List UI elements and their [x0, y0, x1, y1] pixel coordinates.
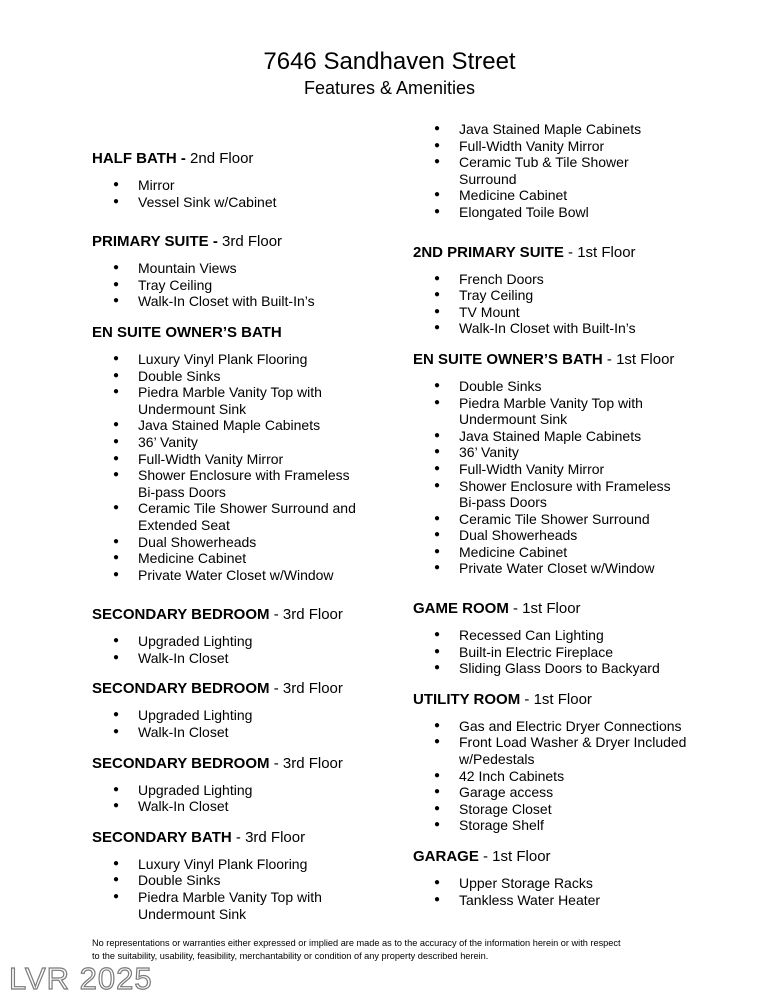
room-name: SECONDARY BEDROOM [92, 606, 270, 624]
feature-text: Undermount Sink [138, 905, 247, 922]
feature-text: Upgraded Lighting [138, 707, 253, 724]
feature-list [413, 875, 753, 908]
feature-text: Private Water Closet w/Window [459, 560, 655, 577]
feature-item [92, 194, 432, 211]
bullet-icon: ● [434, 769, 441, 781]
feature-text: Luxury Vinyl Plank Flooring [138, 855, 308, 872]
feature-text: Tray Ceiling [459, 287, 534, 304]
bullet-icon: ● [434, 322, 441, 334]
feature-item [413, 544, 753, 561]
room-section [413, 351, 753, 577]
feature-text: Storage Closet [459, 800, 552, 817]
feature-text: Ceramic Tub & Tile Shower [459, 154, 629, 171]
spacer [92, 310, 432, 324]
feature-item [413, 304, 753, 321]
feature-item [413, 511, 753, 528]
feature-list [92, 351, 432, 583]
feature-list [413, 378, 753, 577]
feature-item [92, 260, 432, 277]
bullet-icon: ● [113, 635, 120, 647]
room-name: EN SUITE OWNER’S BATH [413, 350, 603, 368]
bullet-icon: ● [113, 891, 120, 903]
bullet-icon: ● [113, 452, 120, 464]
bullet-icon: ● [434, 429, 441, 441]
feature-text: Upper Storage Racks [459, 875, 593, 891]
bullet-icon: ● [113, 369, 120, 381]
spacer [413, 337, 753, 351]
page-title: 7646 Sandhaven Street [263, 48, 516, 75]
feature-text: Java Stained Maple Cabinets [459, 121, 642, 137]
room-name: SECONDARY BEDROOM [92, 680, 270, 698]
feature-item [413, 718, 753, 735]
section-heading [92, 233, 432, 251]
bullet-icon: ● [434, 893, 441, 905]
feature-item [413, 428, 753, 445]
feature-list [92, 782, 432, 815]
feature-list [413, 271, 753, 337]
feature-item [92, 368, 432, 385]
feature-item [413, 801, 753, 818]
feature-text: Walk-In Closet with Built-In’s [459, 320, 636, 337]
bullet-icon: ● [434, 305, 441, 317]
feature-text: Storage Shelf [459, 817, 544, 834]
bullet-icon: ● [434, 462, 441, 474]
feature-text: Double Sinks [459, 377, 542, 394]
section-heading [413, 244, 753, 262]
room-section [92, 680, 432, 740]
feature-item [92, 293, 432, 310]
bullet-icon: ● [434, 819, 441, 831]
spacer [92, 666, 432, 680]
feature-list [92, 177, 432, 210]
feature-text: Garage access [459, 784, 554, 801]
feature-text: Gas and Electric Dryer Connections [459, 717, 682, 734]
feature-list [413, 718, 753, 834]
feature-text: Bi-pass Doors [459, 494, 547, 511]
feature-list [92, 260, 432, 310]
room-section [413, 244, 753, 337]
bullet-icon: ● [434, 662, 441, 674]
bullet-icon: ● [434, 396, 441, 408]
room-section [92, 829, 432, 922]
feature-text: Java Stained Maple Cabinets [459, 427, 642, 444]
feature-text: Walk-In Closet with Built-In’s [138, 293, 315, 310]
feature-item [92, 707, 432, 724]
room-name: GARAGE [413, 848, 479, 865]
feature-text: TV Mount [459, 303, 520, 320]
feature-item [413, 444, 753, 461]
feature-text: Luxury Vinyl Plank Flooring [138, 350, 308, 367]
bullet-icon: ● [434, 529, 441, 541]
feature-text: Elongated Toile Bowl [459, 203, 589, 220]
feature-item [413, 378, 753, 395]
feature-text: Undermount Sink [138, 400, 247, 417]
room-section [413, 848, 753, 908]
room-floor: - 1st Floor [478, 848, 551, 865]
feature-list [413, 627, 753, 677]
spacer [413, 577, 753, 600]
bullet-icon: ● [113, 278, 120, 290]
feature-item [92, 782, 432, 799]
bullet-icon: ● [113, 726, 120, 738]
bullet-icon: ● [113, 386, 120, 398]
feature-item [92, 417, 432, 434]
feature-item [413, 204, 753, 221]
bullet-icon: ● [434, 205, 441, 217]
feature-text: Sliding Glass Doors to Backyard [459, 660, 660, 677]
feature-list [92, 856, 432, 922]
section-heading [92, 755, 432, 773]
feature-item [413, 627, 753, 644]
bullet-icon: ● [434, 719, 441, 731]
feature-text: Medicine Cabinet [459, 543, 568, 560]
section-heading [92, 150, 432, 168]
feature-item [92, 177, 432, 194]
room-floor: - 3rd Floor [269, 606, 343, 624]
bullet-icon: ● [434, 289, 441, 301]
feature-text: Walk-In Closet [138, 649, 229, 666]
bullet-icon: ● [113, 419, 120, 431]
disclaimer [92, 937, 692, 963]
feature-text: Piedra Marble Vanity Top with [138, 889, 322, 906]
bullet-icon: ● [434, 479, 441, 491]
room-name: SECONDARY BATH [92, 828, 232, 846]
feature-item [413, 660, 753, 677]
feature-item [92, 484, 432, 501]
feature-item [413, 138, 753, 155]
feature-text: w/Pedestals [459, 751, 535, 768]
bullet-icon: ● [434, 139, 441, 151]
section-heading [92, 680, 432, 698]
feature-text: Ceramic Tile Shower Surround and [138, 500, 356, 517]
disclaimer-line-1: No representations or warranties either expressed or implied are made as to the accuracy of the information herein or with respect [92, 938, 621, 948]
feature-item [413, 171, 753, 188]
feature-item [413, 644, 753, 661]
feature-text: Bi-pass Doors [138, 483, 226, 500]
watermark: LVR 2025 [9, 961, 153, 996]
bullet-icon: ● [434, 562, 441, 574]
feature-text: Walk-In Closet [138, 798, 229, 815]
section-heading [413, 351, 753, 369]
feature-item [413, 875, 753, 892]
feature-item [413, 154, 753, 171]
feature-item [92, 534, 432, 551]
feature-list [92, 633, 432, 666]
bullet-icon: ● [113, 651, 120, 663]
bullet-icon: ● [434, 189, 441, 201]
feature-text: Mountain Views [138, 260, 237, 277]
room-name: UTILITY ROOM [413, 690, 521, 708]
bullet-icon: ● [113, 435, 120, 447]
bullet-icon: ● [113, 502, 120, 514]
room-section [413, 691, 753, 834]
room-floor: - 1st Floor [563, 243, 636, 261]
feature-text: Java Stained Maple Cabinets [138, 417, 321, 434]
feature-text: 36’ Vanity [138, 433, 198, 450]
feature-text: Recessed Can Lighting [459, 627, 604, 644]
feature-text: Full-Width Vanity Mirror [459, 460, 605, 477]
feature-item [413, 768, 753, 785]
feature-item [413, 478, 753, 495]
room-floor: - 1st Floor [602, 350, 675, 368]
room-section [92, 755, 432, 815]
feature-text: Double Sinks [138, 872, 221, 889]
feature-item [92, 872, 432, 889]
room-floor: 2nd Floor [190, 150, 254, 167]
feature-item [92, 500, 432, 517]
feature-item [92, 798, 432, 815]
section-heading [92, 606, 432, 624]
bullet-icon: ● [434, 545, 441, 557]
room-name: GAME ROOM [413, 600, 509, 618]
feature-item [413, 461, 753, 478]
feature-text: Undermount Sink [459, 411, 568, 428]
right-column [413, 121, 753, 908]
feature-item [413, 817, 753, 834]
feature-list [92, 707, 432, 740]
feature-text: Medicine Cabinet [459, 187, 568, 204]
section-heading [413, 848, 753, 866]
bullet-icon: ● [113, 800, 120, 812]
feature-item [92, 384, 432, 401]
section-heading [92, 324, 432, 342]
bullet-icon: ● [113, 295, 120, 307]
bullet-icon: ● [113, 783, 120, 795]
feature-item [92, 550, 432, 567]
feature-text: Piedra Marble Vanity Top with [138, 384, 322, 401]
feature-item [413, 411, 753, 428]
feature-text: French Doors [459, 270, 544, 287]
feature-text: Shower Enclosure with Frameless [138, 467, 350, 484]
feature-item [92, 724, 432, 741]
bullet-icon: ● [434, 379, 441, 391]
feature-text: Upgraded Lighting [138, 633, 253, 650]
room-floor: - 3rd Floor [269, 680, 343, 698]
bullet-icon: ● [113, 262, 120, 274]
bullet-icon: ● [113, 535, 120, 547]
feature-item [92, 351, 432, 368]
feature-text: Extended Seat [138, 516, 230, 533]
feature-text: Full-Width Vanity Mirror [138, 450, 284, 467]
feature-text: Tankless Water Heater [459, 891, 601, 908]
spacer [92, 815, 432, 829]
bullet-icon: ● [113, 874, 120, 886]
feature-item [413, 320, 753, 337]
feature-item [92, 517, 432, 534]
feature-text: Vessel Sink w/Cabinet [138, 193, 277, 210]
room-floor: 3rd Floor [222, 233, 283, 251]
feature-text: Ceramic Tile Shower Surround [459, 510, 650, 527]
bullet-icon: ● [434, 123, 441, 134]
bullet-icon: ● [434, 645, 441, 657]
bullet-icon: ● [113, 568, 120, 580]
feature-text: 42 Inch Cabinets [459, 767, 565, 784]
spacer [413, 677, 753, 691]
feature-text: Double Sinks [138, 367, 221, 384]
feature-list [413, 121, 753, 221]
feature-item [413, 494, 753, 511]
feature-item [413, 527, 753, 544]
page-subtitle: Features & Amenities [303, 78, 476, 98]
bullet-icon: ● [434, 629, 441, 641]
feature-item [413, 751, 753, 768]
feature-text: Surround [459, 170, 517, 187]
room-floor: - 1st Floor [508, 600, 581, 618]
feature-item [413, 187, 753, 204]
feature-text: Mirror [138, 177, 175, 193]
section-heading [92, 829, 432, 847]
feature-item [413, 560, 753, 577]
feature-text: Full-Width Vanity Mirror [459, 137, 605, 154]
feature-text: Medicine Cabinet [138, 550, 247, 567]
bullet-icon: ● [113, 469, 120, 481]
disclaimer-line-2: to the suitability, usability, feasibility, merchantability or condition of any property described herein. [92, 951, 489, 961]
room-floor: - 3rd Floor [269, 754, 343, 772]
bullet-icon: ● [113, 179, 120, 190]
bullet-icon: ● [113, 195, 120, 207]
bullet-icon: ● [434, 802, 441, 814]
bullet-icon: ● [113, 352, 120, 364]
bullet-icon: ● [113, 709, 120, 721]
feature-item [413, 121, 753, 138]
bullet-icon: ● [434, 156, 441, 168]
section-heading [413, 691, 753, 709]
feature-text: Shower Enclosure with Frameless [459, 477, 671, 494]
bullet-icon: ● [434, 446, 441, 458]
spacer [413, 834, 753, 848]
feature-text: Walk-In Closet [138, 724, 229, 741]
feature-text: Dual Showerheads [459, 527, 578, 544]
room-name: SECONDARY BEDROOM [92, 754, 270, 772]
feature-item [92, 856, 432, 873]
spacer [413, 221, 753, 244]
feature-item [92, 889, 432, 906]
feature-item [92, 467, 432, 484]
bullet-icon: ● [434, 736, 441, 748]
room-name: PRIMARY SUITE - [92, 233, 223, 251]
spacer [92, 210, 432, 233]
feature-text: Dual Showerheads [138, 533, 257, 550]
feature-item [413, 734, 753, 751]
bullet-icon: ● [434, 512, 441, 524]
feature-item [413, 784, 753, 801]
feature-item [413, 892, 753, 909]
room-section [92, 606, 432, 666]
feature-item [92, 633, 432, 650]
bullet-icon: ● [113, 857, 120, 869]
room-name: HALF BATH - [92, 150, 191, 167]
feature-item [413, 271, 753, 288]
feature-text: Front Load Washer & Dryer Included [459, 734, 687, 751]
feature-item [92, 906, 432, 923]
bullet-icon: ● [434, 786, 441, 798]
feature-text: Upgraded Lighting [138, 781, 253, 798]
feature-text: Piedra Marble Vanity Top with [459, 394, 643, 411]
feature-item [92, 401, 432, 418]
feature-item [92, 567, 432, 584]
feature-item [413, 395, 753, 412]
feature-item [92, 451, 432, 468]
feature-item [92, 650, 432, 667]
feature-text: Tray Ceiling [138, 276, 213, 293]
feature-text: 36’ Vanity [459, 444, 519, 461]
room-name: 2ND PRIMARY SUITE [413, 243, 564, 261]
section-heading [413, 600, 753, 618]
feature-text: Private Water Closet w/Window [138, 566, 334, 583]
bullet-icon: ● [113, 552, 120, 564]
bullet-icon: ● [434, 272, 441, 284]
room-section [413, 600, 753, 677]
feature-item [92, 277, 432, 294]
room-floor: - 3rd Floor [231, 828, 306, 846]
room-section [92, 150, 432, 210]
spacer [92, 583, 432, 606]
bullet-icon: ● [434, 877, 441, 888]
room-section [92, 233, 432, 310]
feature-text: Built-in Electric Fireplace [459, 643, 614, 660]
feature-item [413, 287, 753, 304]
feature-item [92, 434, 432, 451]
room-section [92, 324, 432, 583]
room-floor: - 1st Floor [520, 690, 592, 708]
left-column [92, 150, 432, 922]
spacer [92, 741, 432, 755]
room-name: EN SUITE OWNER’S BATH [92, 323, 282, 341]
